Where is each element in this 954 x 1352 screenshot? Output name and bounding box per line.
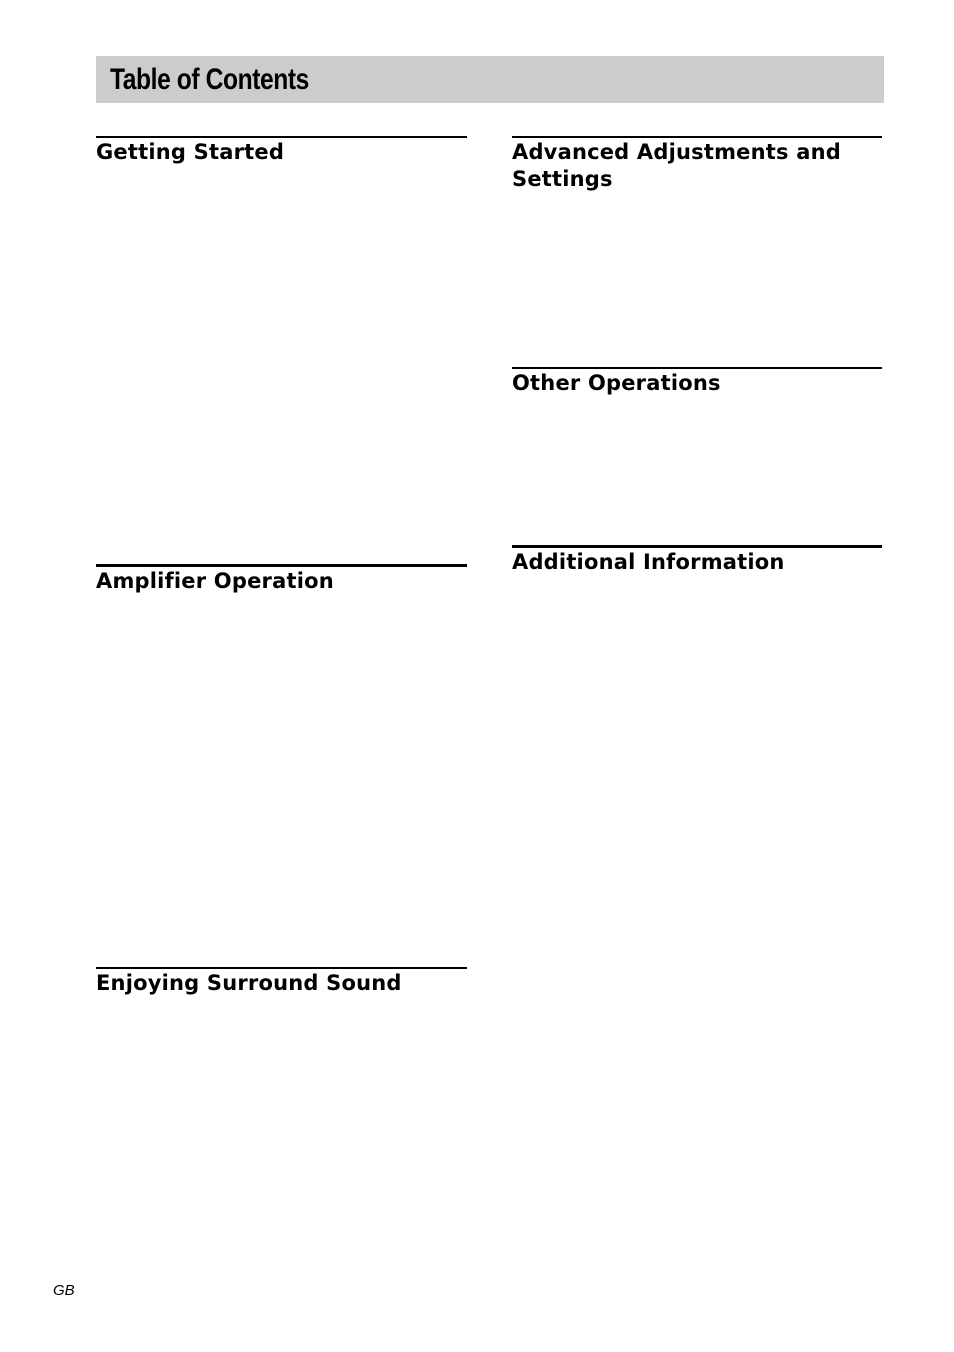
- section-heading-advanced-adjustments: Advanced Adjustments and Settings: [512, 140, 841, 191]
- title-bar: [96, 56, 884, 103]
- page-title: Table of Contents: [110, 63, 309, 96]
- section-additional-information: [512, 545, 882, 576]
- section-other-operations: [512, 367, 882, 397]
- section-heading-enjoying-surround-sound: Enjoying Surround Sound: [96, 971, 402, 995]
- section-enjoying-surround-sound: [96, 967, 467, 997]
- section-heading-getting-started: Getting Started: [96, 140, 285, 164]
- section-heading-amplifier-operation: Amplifier Operation: [96, 569, 334, 593]
- section-advanced-adjustments: [512, 136, 882, 193]
- section-getting-started: [96, 136, 467, 166]
- section-heading-other-operations: Other Operations: [512, 371, 721, 395]
- section-heading-additional-information: Additional Information: [512, 550, 785, 574]
- footer-language-mark: GB: [53, 1282, 75, 1299]
- section-amplifier-operation: [96, 564, 467, 595]
